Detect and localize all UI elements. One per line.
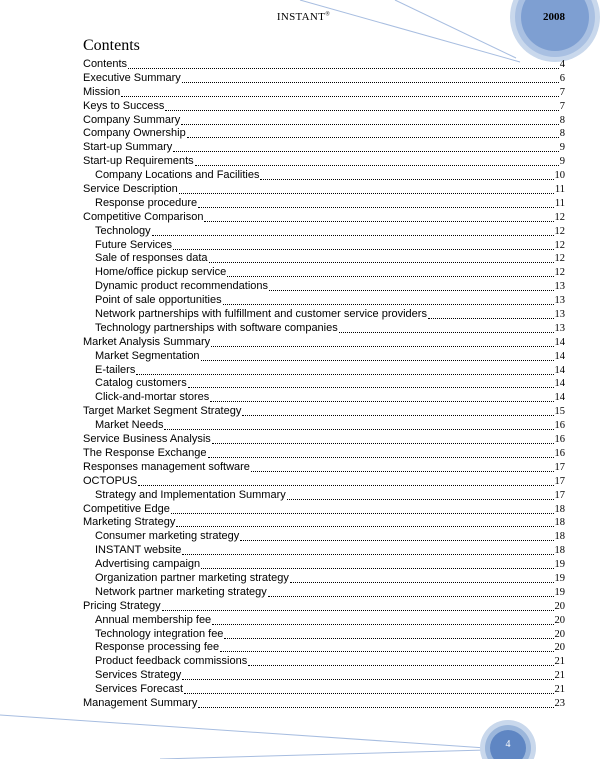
toc-entry-page[interactable]: 23 bbox=[554, 697, 565, 709]
toc-entry-title[interactable]: Network partner marketing strategy bbox=[95, 585, 267, 598]
toc-entry-title[interactable]: Services Strategy bbox=[95, 669, 182, 682]
toc-dot-leader bbox=[195, 156, 559, 166]
toc-entry[interactable] bbox=[83, 628, 565, 642]
toc-entry[interactable] bbox=[83, 447, 565, 461]
toc-entry[interactable] bbox=[83, 86, 565, 100]
toc-entry-page[interactable]: 6 bbox=[559, 72, 565, 84]
toc-entry[interactable] bbox=[83, 419, 565, 433]
toc-entry[interactable] bbox=[83, 364, 565, 378]
toc-entry-title[interactable]: Organization partner marketing strategy bbox=[95, 571, 289, 584]
toc-entry-title[interactable]: Point of sale opportunities bbox=[95, 294, 222, 307]
toc-entry-title[interactable]: Mission bbox=[83, 85, 121, 98]
toc-entry-page[interactable]: 14 bbox=[554, 336, 565, 348]
toc-dot-leader bbox=[138, 476, 553, 486]
toc-entry[interactable] bbox=[83, 697, 565, 711]
toc-entry-page[interactable]: 18 bbox=[554, 531, 565, 543]
toc-dot-leader bbox=[182, 670, 553, 680]
toc-entry[interactable] bbox=[83, 433, 565, 447]
toc-entry[interactable] bbox=[83, 100, 565, 114]
toc-entry-title[interactable]: Start-up Summary bbox=[83, 141, 173, 154]
toc-dot-leader bbox=[204, 212, 553, 222]
toc-entry-page[interactable]: 12 bbox=[554, 239, 565, 251]
toc-entry[interactable] bbox=[83, 197, 565, 211]
toc-dot-leader bbox=[176, 517, 553, 527]
toc-entry[interactable] bbox=[83, 669, 565, 683]
toc-entry-page[interactable]: 9 bbox=[559, 142, 565, 154]
toc-dot-leader bbox=[290, 573, 554, 583]
toc-entry[interactable] bbox=[83, 308, 565, 322]
toc-entry-page[interactable]: 13 bbox=[554, 309, 565, 321]
toc-entry-title[interactable]: Competitive Comparison bbox=[83, 210, 204, 223]
toc-dot-leader bbox=[224, 629, 553, 639]
toc-dot-leader bbox=[173, 142, 559, 152]
toc-entry-page[interactable]: 18 bbox=[554, 545, 565, 557]
toc-entry[interactable] bbox=[83, 683, 565, 697]
toc-entry-title[interactable]: Keys to Success bbox=[83, 99, 165, 112]
page-number: 4 bbox=[505, 739, 511, 750]
footer-rule-line bbox=[0, 715, 486, 748]
year-text: 2008 bbox=[543, 11, 565, 23]
registered-mark: ® bbox=[325, 11, 331, 18]
header-rule-line-2 bbox=[395, 0, 516, 58]
brand-name: INSTANT bbox=[276, 11, 326, 23]
toc-dot-leader bbox=[182, 545, 553, 555]
toc-entry-title[interactable]: Management Summary bbox=[83, 696, 198, 709]
toc-entry[interactable] bbox=[83, 280, 565, 294]
toc-entry[interactable] bbox=[83, 239, 565, 253]
toc-entry[interactable] bbox=[83, 114, 565, 128]
toc-entry-page[interactable]: 4 bbox=[559, 59, 565, 70]
toc-entry-title[interactable]: Network partnerships with fulfillment and customer service providers bbox=[95, 308, 427, 321]
toc-entry[interactable] bbox=[83, 336, 565, 350]
toc-entry[interactable] bbox=[83, 322, 565, 336]
toc-dot-leader bbox=[227, 267, 553, 277]
toc-entry[interactable] bbox=[83, 377, 565, 391]
toc-entry[interactable] bbox=[83, 127, 565, 141]
toc-entry-title[interactable]: Start-up Requirements bbox=[83, 155, 194, 168]
toc-entry[interactable] bbox=[83, 544, 565, 558]
toc-dot-leader bbox=[269, 281, 553, 291]
toc-entry-page[interactable]: 17 bbox=[554, 475, 565, 487]
toc-entry[interactable] bbox=[83, 155, 565, 169]
toc-dot-leader bbox=[287, 490, 554, 500]
toc-dot-leader bbox=[162, 601, 554, 611]
toc-entry[interactable] bbox=[83, 572, 565, 586]
toc-dot-leader bbox=[339, 323, 554, 333]
toc-entry-page[interactable]: 15 bbox=[554, 406, 565, 418]
toc-entry-page[interactable]: 20 bbox=[554, 614, 565, 626]
header-rule-line bbox=[300, 0, 520, 62]
toc-entry-page[interactable]: 7 bbox=[559, 86, 565, 98]
toc-entry-title[interactable]: Click-and-mortar stores bbox=[95, 391, 210, 404]
toc-entry-page[interactable]: 21 bbox=[554, 684, 565, 696]
contents-heading: Contents bbox=[83, 37, 140, 54]
toc-entry-title[interactable]: Technology partnerships with software companies bbox=[95, 321, 338, 334]
toc-entry-page[interactable]: 21 bbox=[554, 670, 565, 682]
table-of-contents bbox=[83, 58, 565, 711]
toc-entry-page[interactable]: 16 bbox=[554, 420, 565, 432]
toc-entry-page[interactable]: 12 bbox=[554, 211, 565, 223]
toc-dot-leader bbox=[152, 226, 554, 236]
toc-dot-leader bbox=[268, 587, 554, 597]
toc-entry-title[interactable]: Pricing Strategy bbox=[83, 599, 161, 612]
toc-entry-title[interactable]: Marketing Strategy bbox=[83, 516, 176, 529]
toc-entry-title[interactable]: Executive Summary bbox=[83, 71, 181, 84]
toc-entry[interactable] bbox=[83, 516, 565, 530]
toc-dot-leader bbox=[136, 365, 553, 375]
toc-dot-leader bbox=[251, 462, 554, 472]
toc-entry-page[interactable]: 13 bbox=[554, 322, 565, 334]
toc-dot-leader bbox=[198, 698, 553, 708]
toc-dot-leader bbox=[212, 434, 554, 444]
toc-entry[interactable] bbox=[83, 141, 565, 155]
toc-dot-leader bbox=[179, 184, 554, 194]
toc-entry[interactable] bbox=[83, 211, 565, 225]
toc-dot-leader bbox=[181, 115, 559, 125]
toc-entry-page[interactable]: 9 bbox=[559, 156, 565, 168]
toc-entry-title[interactable]: Market Needs bbox=[95, 419, 164, 432]
toc-entry-page[interactable]: 18 bbox=[554, 503, 565, 515]
toc-entry[interactable] bbox=[83, 614, 565, 628]
toc-entry-title[interactable]: Responses management software bbox=[83, 460, 250, 473]
toc-entry-page[interactable]: 12 bbox=[554, 225, 565, 237]
toc-entry-title[interactable]: E-tailers bbox=[95, 363, 136, 376]
toc-dot-leader bbox=[198, 198, 554, 208]
toc-dot-leader bbox=[171, 504, 554, 514]
toc-entry[interactable] bbox=[83, 558, 565, 572]
toc-entry-page[interactable]: 13 bbox=[554, 295, 565, 307]
toc-entry-title[interactable]: Consumer marketing strategy bbox=[95, 530, 240, 543]
toc-dot-leader bbox=[211, 337, 553, 347]
toc-entry-page[interactable]: 17 bbox=[554, 489, 565, 501]
year-badge bbox=[513, 0, 595, 50]
toc-entry-title[interactable]: Contents bbox=[83, 58, 128, 70]
toc-entry-title[interactable]: Advertising campaign bbox=[95, 558, 201, 571]
toc-entry[interactable] bbox=[83, 294, 565, 308]
toc-entry-page[interactable]: 13 bbox=[554, 281, 565, 293]
toc-entry[interactable] bbox=[83, 503, 565, 517]
toc-entry[interactable] bbox=[83, 252, 565, 266]
toc-entry-page[interactable]: 7 bbox=[559, 100, 565, 112]
toc-entry[interactable] bbox=[83, 641, 565, 655]
toc-entry-title[interactable]: INSTANT website bbox=[95, 544, 182, 557]
toc-entry-title[interactable]: Company Ownership bbox=[83, 127, 186, 140]
toc-dot-leader bbox=[242, 406, 553, 416]
toc-entry[interactable] bbox=[83, 530, 565, 544]
toc-entry-title[interactable]: Service Business Analysis bbox=[83, 433, 211, 446]
toc-entry[interactable] bbox=[83, 58, 565, 72]
toc-entry[interactable] bbox=[83, 461, 565, 475]
toc-entry[interactable] bbox=[83, 489, 565, 503]
toc-dot-leader bbox=[187, 128, 559, 138]
toc-entry-title[interactable]: Company Locations and Facilities bbox=[95, 169, 260, 182]
toc-dot-leader bbox=[164, 420, 553, 430]
toc-entry-title[interactable]: Home/office pickup service bbox=[95, 266, 227, 279]
toc-dot-leader bbox=[128, 59, 559, 69]
toc-entry-page[interactable]: 19 bbox=[554, 586, 565, 598]
toc-dot-leader bbox=[209, 253, 554, 263]
toc-dot-leader bbox=[428, 309, 554, 319]
toc-entry[interactable] bbox=[83, 266, 565, 280]
toc-dot-leader bbox=[184, 684, 553, 694]
toc-entry-page[interactable]: 14 bbox=[554, 364, 565, 376]
toc-dot-leader bbox=[173, 240, 553, 250]
toc-entry-page[interactable]: 12 bbox=[554, 253, 565, 265]
toc-entry-page[interactable]: 20 bbox=[554, 600, 565, 612]
toc-entry-title[interactable]: Catalog customers bbox=[95, 377, 187, 390]
toc-dot-leader bbox=[201, 351, 554, 361]
toc-entry[interactable] bbox=[83, 225, 565, 239]
toc-dot-leader bbox=[220, 642, 553, 652]
toc-entry-title[interactable]: Technology integration fee bbox=[95, 627, 224, 640]
toc-entry-page[interactable]: 19 bbox=[554, 559, 565, 571]
toc-entry-page[interactable]: 17 bbox=[554, 461, 565, 473]
toc-dot-leader bbox=[248, 656, 553, 666]
toc-entry-title[interactable]: Technology bbox=[95, 224, 151, 237]
toc-entry-page[interactable]: 16 bbox=[554, 447, 565, 459]
toc-entry-title[interactable]: Target Market Segment Strategy bbox=[83, 405, 242, 418]
toc-dot-leader bbox=[182, 73, 559, 83]
toc-dot-leader bbox=[240, 531, 553, 541]
toc-entry-page[interactable]: 11 bbox=[554, 184, 565, 196]
toc-entry-title[interactable]: Services Forecast bbox=[95, 683, 184, 696]
toc-entry-page[interactable]: 12 bbox=[554, 267, 565, 279]
toc-entry-page[interactable]: 21 bbox=[554, 656, 565, 668]
toc-dot-leader bbox=[210, 392, 553, 402]
toc-entry[interactable] bbox=[83, 586, 565, 600]
toc-dot-leader bbox=[223, 295, 554, 305]
toc-entry-title[interactable]: Company Summary bbox=[83, 113, 181, 126]
toc-entry[interactable] bbox=[83, 183, 565, 197]
toc-entry-title[interactable]: Service Description bbox=[83, 183, 178, 196]
toc-entry-title[interactable]: Strategy and Implementation Summary bbox=[95, 488, 286, 501]
toc-entry-title[interactable]: Dynamic product recommendations bbox=[95, 280, 269, 293]
toc-entry-page[interactable]: 20 bbox=[554, 628, 565, 640]
toc-dot-leader bbox=[188, 378, 554, 388]
toc-dot-leader bbox=[165, 101, 558, 111]
toc-entry-page[interactable]: 11 bbox=[554, 197, 565, 209]
toc-entry-title[interactable]: Response processing fee bbox=[95, 641, 220, 654]
toc-entry-title[interactable]: Market Analysis Summary bbox=[83, 335, 211, 348]
toc-entry-title[interactable]: Future Services bbox=[95, 238, 173, 251]
toc-dot-leader bbox=[201, 559, 553, 569]
toc-entry-title[interactable]: Competitive Edge bbox=[83, 502, 170, 515]
toc-dot-leader bbox=[121, 87, 558, 97]
toc-dot-leader bbox=[260, 170, 553, 180]
toc-entry[interactable] bbox=[83, 475, 565, 489]
toc-entry[interactable] bbox=[83, 391, 565, 405]
toc-entry-title[interactable]: Product feedback commissions bbox=[95, 655, 248, 668]
toc-entry-title[interactable]: OCTOPUS bbox=[83, 474, 138, 487]
toc-entry[interactable] bbox=[83, 169, 565, 183]
toc-dot-leader bbox=[212, 615, 553, 625]
toc-entry-page[interactable]: 16 bbox=[554, 434, 565, 446]
toc-entry-page[interactable]: 10 bbox=[554, 170, 565, 182]
toc-entry[interactable] bbox=[83, 405, 565, 419]
toc-entry-title[interactable]: Annual membership fee bbox=[95, 613, 212, 626]
toc-entry-page[interactable]: 19 bbox=[554, 572, 565, 584]
toc-entry-title[interactable]: Market Segmentation bbox=[95, 349, 200, 362]
toc-entry[interactable] bbox=[83, 72, 565, 86]
toc-entry-page[interactable]: 14 bbox=[554, 378, 565, 390]
toc-entry-page[interactable]: 14 bbox=[554, 350, 565, 362]
toc-entry-title[interactable]: The Response Exchange bbox=[83, 446, 207, 459]
toc-entry-page[interactable]: 20 bbox=[554, 642, 565, 654]
toc-entry-page[interactable]: 8 bbox=[559, 114, 565, 126]
toc-dot-leader bbox=[208, 448, 554, 458]
footer-rule-line-2 bbox=[160, 750, 486, 759]
toc-entry[interactable] bbox=[83, 350, 565, 364]
toc-entry-title[interactable]: Sale of responses data bbox=[95, 252, 208, 265]
toc-entry-page[interactable]: 14 bbox=[554, 392, 565, 404]
toc-entry-title[interactable]: Response procedure bbox=[95, 196, 198, 209]
toc-entry-page[interactable]: 8 bbox=[559, 128, 565, 140]
toc-entry[interactable] bbox=[83, 655, 565, 669]
toc-entry[interactable] bbox=[83, 600, 565, 614]
toc-entry-page[interactable]: 18 bbox=[554, 517, 565, 529]
